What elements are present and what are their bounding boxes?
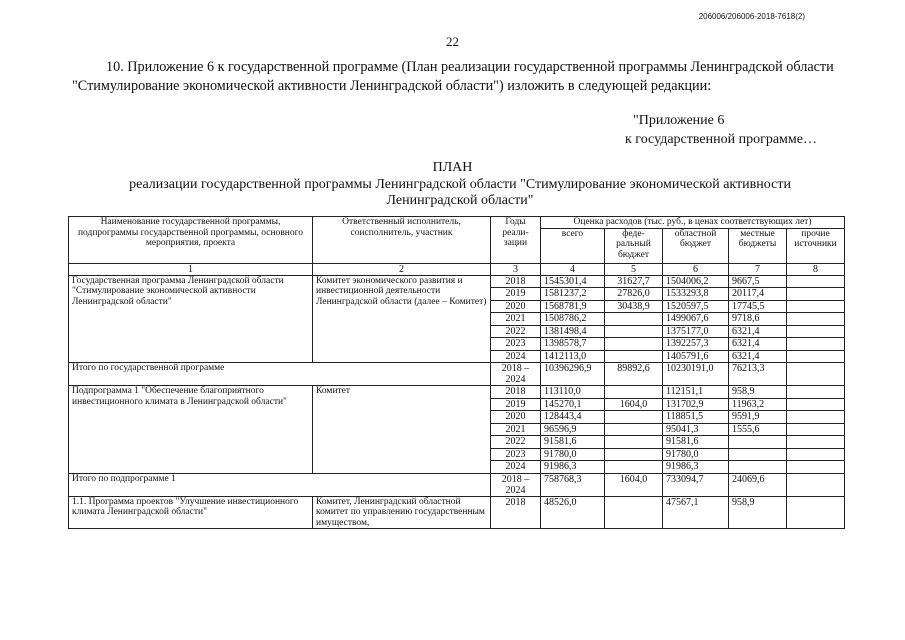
cell-year: 2020 xyxy=(491,411,541,424)
cell-other xyxy=(787,461,845,474)
cell-other xyxy=(787,313,845,326)
appendix-note xyxy=(625,111,817,149)
cell-local: 9718,6 xyxy=(729,313,787,326)
col-number: 2 xyxy=(313,263,491,275)
cell-federal xyxy=(605,338,663,351)
cell-local: 20117,4 xyxy=(729,288,787,301)
header-responsible: Ответственный исполнитель, соисполнитель, участник xyxy=(313,217,491,264)
cell-total: 91986,3 xyxy=(541,461,605,474)
cell-other xyxy=(787,448,845,461)
header-other: прочие источники xyxy=(787,228,845,263)
table-row xyxy=(69,386,845,399)
table-row xyxy=(69,275,845,288)
cell-regional: 1392257,3 xyxy=(663,338,729,351)
cell-total: 1381498,4 xyxy=(541,325,605,338)
cell-other xyxy=(787,288,845,301)
program-responsible: Комитет экономического развития и инвестиционной деятельности Ленинградской области (далее – Комитет) xyxy=(313,275,491,363)
subprogram-responsible: Комитет xyxy=(313,386,491,474)
cell-regional: 91780,0 xyxy=(663,448,729,461)
page-number: 22 xyxy=(446,34,459,49)
cell-regional: 91986,3 xyxy=(663,461,729,474)
cell-total: 1545301,4 xyxy=(541,275,605,288)
year-range-start: 2018 – xyxy=(501,363,530,374)
cell-total: 1412113,0 xyxy=(541,350,605,363)
cell-total: 758768,3 xyxy=(541,473,605,496)
cell-federal xyxy=(605,423,663,436)
cell-year: 2022 xyxy=(491,436,541,449)
cell-other xyxy=(787,300,845,313)
cell-federal xyxy=(605,436,663,449)
cell-regional: 1375177,0 xyxy=(663,325,729,338)
cell-year: 2022 xyxy=(491,325,541,338)
program-name: Государственная программа Ленинградской области "Стимулирование экономической активности Ленинградской области" xyxy=(69,275,313,363)
cell-regional: 91581,6 xyxy=(663,436,729,449)
cell-regional: 1405791,6 xyxy=(663,350,729,363)
col-number: 8 xyxy=(787,263,845,275)
cell-federal xyxy=(605,411,663,424)
header-total: всего xyxy=(541,228,605,263)
cell-regional: 1499067,6 xyxy=(663,313,729,326)
cell-federal xyxy=(605,496,663,529)
cell-other xyxy=(787,423,845,436)
cell-year: 2019 xyxy=(491,288,541,301)
cell-local: 1555,6 xyxy=(729,423,787,436)
plan-title: ПЛАН xyxy=(432,160,473,175)
cell-total: 1581237,2 xyxy=(541,288,605,301)
cell-total: 96596,9 xyxy=(541,423,605,436)
cell-year: 2023 xyxy=(491,448,541,461)
cell-local: 6321,4 xyxy=(729,350,787,363)
cell-other xyxy=(787,363,845,386)
subprogram-name: Подпрограмма 1 "Обеспечение благоприятного инвестиционного климата в Ленинградской области" xyxy=(69,386,313,474)
cell-other xyxy=(787,275,845,288)
cell-total: 91581,6 xyxy=(541,436,605,449)
appendix-line-2: к государственной программе… xyxy=(625,132,817,147)
cell-local: 6321,4 xyxy=(729,325,787,338)
cell-year: 2021 xyxy=(491,313,541,326)
col-number: 3 xyxy=(491,263,541,275)
cell-regional: 1504006,2 xyxy=(663,275,729,288)
cell-federal xyxy=(605,313,663,326)
header-regional: областной бюджет xyxy=(663,228,729,263)
cell-regional: 10230191,0 xyxy=(663,363,729,386)
cell-year: 2021 xyxy=(491,423,541,436)
cell-total: 145270,1 xyxy=(541,398,605,411)
cell-regional: 1520597,5 xyxy=(663,300,729,313)
cell-federal: 27826,0 xyxy=(605,288,663,301)
cell-other xyxy=(787,436,845,449)
cell-regional: 131702,9 xyxy=(663,398,729,411)
cell-year-range xyxy=(491,363,541,386)
cell-total: 1568781,9 xyxy=(541,300,605,313)
header-costs-group: Оценка расходов (тыс. руб., в ценах соответствующих лет) xyxy=(541,217,845,229)
cell-local: 76213,3 xyxy=(729,363,787,386)
col-number: 5 xyxy=(605,263,663,275)
cell-federal: 89892,6 xyxy=(605,363,663,386)
cell-local: 11963,2 xyxy=(729,398,787,411)
cell-regional: 47567,1 xyxy=(663,496,729,529)
year-range-end: 2024 xyxy=(505,484,526,496)
cell-total: 1398578,7 xyxy=(541,338,605,351)
program-total-label: Итого по государственной программе xyxy=(69,363,491,386)
cell-other xyxy=(787,473,845,496)
cell-year: 2018 xyxy=(491,386,541,399)
project-name: 1.1. Программа проектов "Улучшение инвестиционного климата Ленинградской области" xyxy=(69,496,313,529)
cell-other xyxy=(787,398,845,411)
cell-federal: 1604,0 xyxy=(605,473,663,496)
cell-other xyxy=(787,338,845,351)
cell-total: 113110,0 xyxy=(541,386,605,399)
cell-federal: 30438,9 xyxy=(605,300,663,313)
col-number: 4 xyxy=(541,263,605,275)
col-number: 7 xyxy=(729,263,787,275)
plan-table xyxy=(68,216,845,529)
col-number: 6 xyxy=(663,263,729,275)
cell-local: 24069,6 xyxy=(729,473,787,496)
cell-local xyxy=(729,448,787,461)
subprogram-total-row xyxy=(69,473,845,496)
document-code: 206006/206006-2018-7618(2) xyxy=(698,12,805,21)
cell-local: 6321,4 xyxy=(729,338,787,351)
cell-local xyxy=(729,436,787,449)
col-number: 1 xyxy=(69,263,313,275)
header-federal: феде-ральный бюджет xyxy=(605,228,663,263)
cell-regional: 1533293,8 xyxy=(663,288,729,301)
cell-year: 2024 xyxy=(491,461,541,474)
cell-federal xyxy=(605,386,663,399)
cell-total: 10396296,9 xyxy=(541,363,605,386)
header-row-1 xyxy=(69,217,845,229)
header-local: местные бюджеты xyxy=(729,228,787,263)
cell-local: 17745,5 xyxy=(729,300,787,313)
intro-paragraph: 10. Приложение 6 к государственной программе (План реализации государственной программы Ленинградской области "Стимулирование экономической активности Ленинградской области") изложить в следующей редакции: xyxy=(72,59,834,94)
subprogram-total-label: Итого по подпрограмме 1 xyxy=(69,473,491,496)
cell-year: 2019 xyxy=(491,398,541,411)
cell-other xyxy=(787,350,845,363)
cell-federal xyxy=(605,461,663,474)
appendix-line-1: "Приложение 6 xyxy=(633,113,725,128)
cell-local: 958,9 xyxy=(729,386,787,399)
cell-local: 9667,5 xyxy=(729,275,787,288)
cell-federal: 31627,7 xyxy=(605,275,663,288)
cell-regional: 733094,7 xyxy=(663,473,729,496)
year-range-start: 2018 – xyxy=(501,473,530,485)
cell-federal: 1604,0 xyxy=(605,398,663,411)
cell-other xyxy=(787,411,845,424)
cell-year: 2023 xyxy=(491,338,541,351)
cell-local: 958,9 xyxy=(729,496,787,529)
project-responsible: Комитет, Ленинградский областной комитет по управлению государственным имуществом, xyxy=(313,496,491,529)
program-total-row xyxy=(69,363,845,386)
cell-local xyxy=(729,461,787,474)
project-row xyxy=(69,496,845,529)
cell-total: 48526,0 xyxy=(541,496,605,529)
cell-federal xyxy=(605,350,663,363)
cell-other xyxy=(787,496,845,529)
cell-year: 2024 xyxy=(491,350,541,363)
cell-total: 1508786,2 xyxy=(541,313,605,326)
cell-total: 91780,0 xyxy=(541,448,605,461)
year-range-end: 2024 xyxy=(505,374,526,385)
cell-other xyxy=(787,325,845,338)
cell-regional: 118851,5 xyxy=(663,411,729,424)
header-name: Наименование государственной программы, подпрограммы государственной программы, основного мероприятия, проекта xyxy=(69,217,313,264)
cell-year: 2020 xyxy=(491,300,541,313)
cell-federal xyxy=(605,448,663,461)
cell-other xyxy=(787,386,845,399)
cell-regional: 95041,3 xyxy=(663,423,729,436)
cell-year-range xyxy=(491,473,541,496)
cell-federal xyxy=(605,325,663,338)
cell-local: 9591,9 xyxy=(729,411,787,424)
header-years: Годы реали-зации xyxy=(491,217,541,264)
cell-year: 2018 xyxy=(491,496,541,529)
column-number-row xyxy=(69,263,845,275)
cell-year: 2018 xyxy=(491,275,541,288)
plan-subtitle: реализации государственной программы Ленинградской области "Стимулирование экономической активности Ленинградской области" xyxy=(129,177,791,208)
cell-regional: 112151,1 xyxy=(663,386,729,399)
cell-total: 128443,4 xyxy=(541,411,605,424)
